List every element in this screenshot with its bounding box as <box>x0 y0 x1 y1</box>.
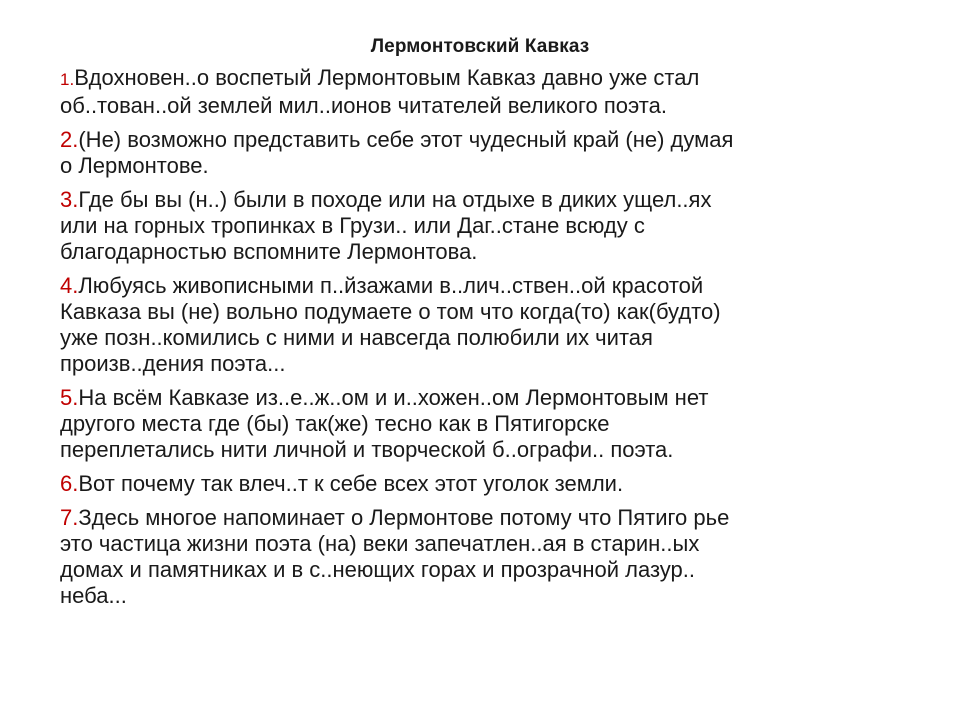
sentence-text: неба... <box>60 583 127 608</box>
sentence-number: 2. <box>60 127 79 152</box>
sentence-line <box>60 273 920 299</box>
sentence-text: об..тован..ой землей мил..ионов читателей великого поэта. <box>60 93 667 118</box>
sentence-text: Кавказа вы (не) вольно подумаете о том что когда(то) как(будто) <box>60 299 721 324</box>
sentence-line <box>60 93 920 119</box>
page-title: Лермонтовский Кавказ <box>370 36 590 57</box>
sentence-text: Вдохновен..о воспетый Лермонтовым Кавказ давно уже стал <box>74 65 700 90</box>
sentence-text: о Лермонтове. <box>60 153 209 178</box>
sentence-1 <box>60 65 920 119</box>
sentence-line <box>60 471 920 497</box>
sentence-line <box>60 187 920 213</box>
sentence-4 <box>60 273 920 377</box>
sentence-2 <box>60 127 920 179</box>
sentence-line <box>60 557 920 583</box>
sentence-line <box>60 437 920 463</box>
sentence-number: 1. <box>60 70 75 89</box>
sentence-line <box>60 299 920 325</box>
sentence-number: 5. <box>60 385 79 410</box>
sentence-line <box>60 153 920 179</box>
sentence-text: домах и памятниках и в с..неющих горах и прозрачной лазур.. <box>60 557 696 582</box>
sentence-text: Любуясь живописными п..йзажами в..лич..ствен..ой красотой <box>78 273 704 298</box>
sentence-7 <box>60 505 920 609</box>
sentence-text: Вот почему так влеч..т к себе всех этот уголок земли. <box>78 471 624 496</box>
sentence-line <box>60 411 920 437</box>
sentence-number: 6. <box>60 471 79 496</box>
sentence-text: благодарностью вспомните Лермонтова. <box>60 239 478 264</box>
sentence-text: Здесь многое напоминает о Лермонтове потому что Пятиго рье <box>78 505 730 530</box>
sentence-3 <box>60 187 920 265</box>
sentence-line <box>60 325 920 351</box>
sentence-number: 3. <box>60 187 79 212</box>
sentence-line <box>60 65 920 93</box>
sentence-text: переплетались нити личной и творческой б..ографи.. поэта. <box>60 437 674 462</box>
sentence-line <box>60 531 920 557</box>
sentence-line <box>60 385 920 411</box>
sentence-text: или на горных тропинках в Грузи.. или Даг..стане всюду с <box>60 213 645 238</box>
sentence-text: Где бы вы (н..) были в походе или на отдыхе в диких ущел..ях <box>78 187 712 212</box>
sentence-line <box>60 351 920 377</box>
sentence-line <box>60 239 920 265</box>
sentence-6 <box>60 471 920 497</box>
sentence-text: другого места где (бы) так(же) тесно как в Пятигорске <box>60 411 610 436</box>
sentence-text: это частица жизни поэта (на) веки запечатлен..ая в старин..ых <box>60 531 700 556</box>
sentence-line <box>60 505 920 531</box>
sentence-text: На всём Кавказе из..е..ж..ом и и..хожен..ом Лермонтовым нет <box>78 385 709 410</box>
sentence-line <box>60 583 920 609</box>
sentence-number: 7. <box>60 505 79 530</box>
sentence-text: уже позн..комились с ними и навсегда полюбили их читая <box>60 325 653 350</box>
sentence-number: 4. <box>60 273 79 298</box>
sentence-5 <box>60 385 920 463</box>
sentence-text: произв..дения поэта... <box>60 351 286 376</box>
sentence-line <box>60 213 920 239</box>
sentence-text: (Не) возможно представить себе этот чудесный край (не) думая <box>78 127 734 152</box>
sentence-line <box>60 127 920 153</box>
exercise-text <box>60 65 920 617</box>
